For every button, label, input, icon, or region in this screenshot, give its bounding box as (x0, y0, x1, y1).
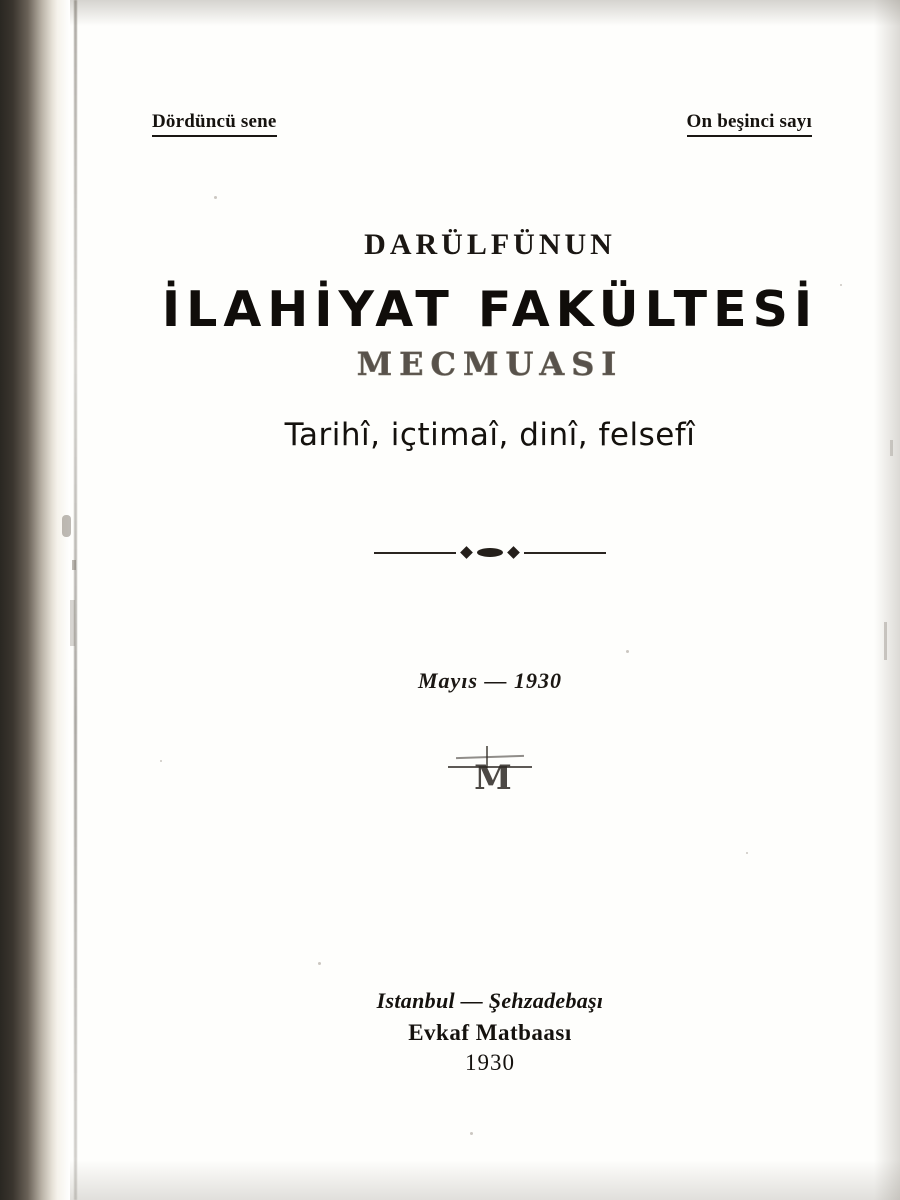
scan-edge-artifact (62, 515, 71, 537)
divider-lozenge (477, 548, 503, 557)
scan-edge-artifact (72, 560, 76, 570)
scan-page-edge (58, 0, 70, 1200)
issue-header (152, 112, 812, 137)
divider-diamond-right (507, 546, 520, 559)
title-block (80, 228, 900, 453)
imprint-block (80, 988, 900, 1076)
scan-edge-artifact (70, 600, 75, 646)
issue-date: Mayıs — 1930 (418, 668, 562, 693)
publisher-emblem (80, 752, 900, 819)
journal-word: MECMUASI (356, 345, 624, 384)
divider-bar-left (374, 552, 456, 554)
imprint-city: Istanbul — Şehzadebaşı (376, 988, 604, 1013)
faculty-name: İLAHİYAT FAKÜLTESİ (161, 281, 819, 338)
monogram-icon (442, 752, 538, 814)
scan-left-dark-margin (0, 0, 58, 1200)
imprint-printer: Evkaf Matbaası (408, 1020, 572, 1045)
journal-subtitle: Tarihî, içtimaî, dinî, felsefî (284, 417, 696, 454)
divider-bar-right (524, 552, 606, 554)
emblem-monogram-letter: M (474, 758, 506, 798)
ornamental-divider (80, 548, 900, 557)
page-content (80, 0, 900, 1200)
issue-number-label: On beşinci sayı (687, 112, 812, 137)
divider-diamond-left (460, 546, 473, 559)
volume-year-label: Dördüncü sene (152, 112, 277, 137)
institution-name: DARÜLFÜNUN (364, 228, 616, 261)
imprint-year: 1930 (465, 1050, 515, 1075)
